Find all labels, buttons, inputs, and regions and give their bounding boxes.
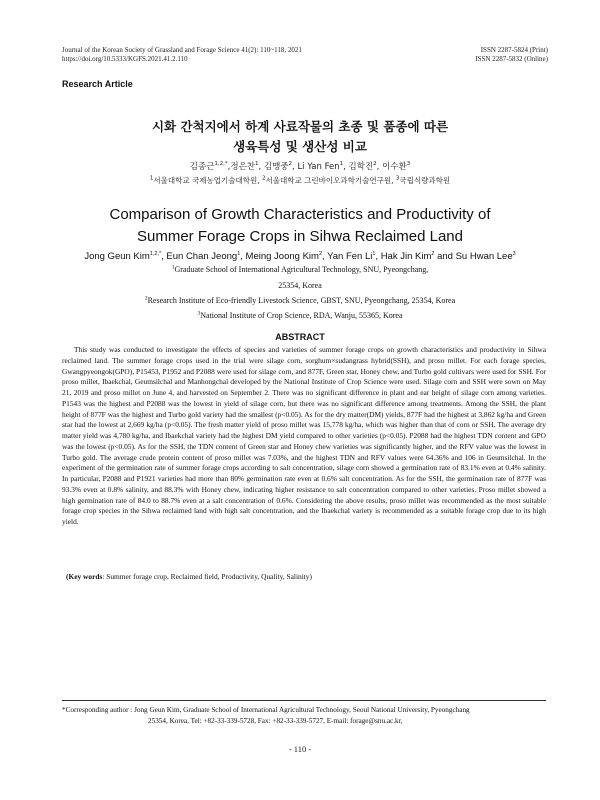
korean-authors <box>0 160 600 172</box>
keywords-label: (Key words <box>66 572 103 581</box>
affiliation-superscript: 1 <box>149 175 154 182</box>
author-superscript: 3 <box>512 250 516 257</box>
issn-online: ISSN 2287-5832 (Online) <box>475 55 548 63</box>
affiliation-text: National Institute of Crop Science, RDA, Wanju, 55365, Korea <box>200 311 403 320</box>
article-type: Research Article <box>62 79 133 89</box>
english-author: , Meing Joong Kim <box>240 251 319 262</box>
korean-title-line-2: 생육특성 및 생산성 비교 <box>233 139 367 154</box>
korean-author: , 김학진 <box>343 162 374 172</box>
author-superscript: 2 <box>288 161 293 168</box>
abstract-heading: ABSTRACT <box>275 332 325 342</box>
affiliation-superscript: 2 <box>144 295 148 302</box>
affiliation-superscript: 1 <box>171 264 175 271</box>
korean-title-line-1: 시화 간척지에서 하계 사료작물의 초종 및 품종에 따른 <box>151 119 449 134</box>
affiliation-superscript: 3 <box>395 175 400 182</box>
korean-affiliation: 서울대학교 그린바이오과학기술연구원, <box>265 176 396 185</box>
english-author: , Yan Fen Li <box>322 251 373 262</box>
english-author: , Eun Chan Jeong <box>161 251 238 262</box>
english-affiliation-1-cont: 25354, Korea <box>278 281 322 290</box>
author-superscript: 1,2,* <box>214 161 228 168</box>
english-affiliation-3 <box>0 311 600 320</box>
author-superscript: 2 <box>318 250 322 257</box>
author-superscript: 1 <box>255 161 259 168</box>
english-title <box>0 204 600 248</box>
page-number: - 110 - <box>288 744 312 754</box>
korean-author: ,정은찬 <box>227 162 255 172</box>
author-superscript: 3 <box>406 161 411 168</box>
journal-citation <box>62 46 302 64</box>
author-superscript: 1 <box>237 250 241 257</box>
english-affiliation-1 <box>0 265 600 274</box>
issn-block <box>475 46 548 64</box>
korean-affiliation: 국립식량과학원 <box>399 176 451 185</box>
english-title-line-1: Comparison of Growth Characteristics and Productivity of <box>109 206 491 223</box>
korean-affiliation: 서울대학교 국제농업기술대학원, <box>153 176 263 185</box>
korean-title <box>0 117 600 157</box>
english-author: and Su Hwan Lee <box>434 251 513 262</box>
corresponding-line-2: 25354, Korea, Tel: +82-33-339-5728, Fax: +82-33-339-5727, E-mail: forage@snu.ac.kr, <box>148 717 403 725</box>
keywords <box>66 572 546 581</box>
english-authors <box>0 251 600 262</box>
korean-author: , Li Yan Fen <box>292 162 340 172</box>
korean-author: , 김맹중 <box>258 162 289 172</box>
abstract-body: This study was conducted to investigate the effects of species and varieties of summer forage crops on growth characteristics and productivity in Sihwa reclaimed land. The summer forage crops used in the trial were silage corn, sorghum×sudangrass hybrid(SSH), and proso millet. For each forage species, Gwangpyeongok(GPO), P15453, P1952 and P2088 were used for silage corn, and 877F, Green star, Honey chew, and Turbo gold cultivars were used for SSH. For proso millet, Ibaekchal, Geumsilchal and Manhongchal developed by the National Institute of Crop Science were used. Silage corn and SSH were sown on May 21, 2019 and proso millet on June 4, and harvested on September 2. There was no significant difference in plant and ear height of silage corn among varieties. P1543 was the highest and P2088 was the lowest in yield of silage corn, but there was no significant difference among treatments. Among the SSH, the plant height of 877F was the highest and Turbo gold variety had the smallest (p<0.05). As for the dry matter(DM) yields, 877F had the highest at 3,862 kg/ha and Green star had the lowest at 2,669 kg/ha (p<0.05). The fresh matter yield of proso millet was 15,778 kg/ha, which was higher than that of corn or SSH, The average dry matter yield was 4,780 kg/ha, and Ibaekchal variety had the highest DM yield compared to other varieties (p<0.05). P2088 had the highest TDN content and GPO was the lowest (p<0.05). As for the SSH, the TDN content of Green star and Honey chew varieties was significantly higher, and the RFV value was the lowest in Turbo gold. The average crude protein content of proso millet was 7.03%, and the highest TDN and RFV values were 64.36% and 106 in Geumsilchal. In the experiment of the germination rate of summer forage crops according to salt concentration, silage corn showed a germination rate of 83.1% even at 0.4% salinity. In particular, P2088 and P1921 varieties had more than 80% germination rate even at 0.6% salt concentration. As for the SSH, the germination rate of 877F was 93.3% even at 0.8% salinity, and 88.3% with Honey chew, indicating higher resistance to salt concentration compared to other varieties. Proso millet showed a high germination rate of 84.0 to 88.7% even at a salt concentration of 0.6%. Considering the above results, proso millet was recommended as the most suitable forage crop species in the Sihwa reclaimed land with high salt concentration, and the Ibaekchal variety is recommended as a suitable forage crop due to its high yield. <box>62 345 546 526</box>
english-affiliation-2 <box>0 296 600 305</box>
doi-link[interactable]: https://doi.org/10.5333/KGFS.2021.41.2.110 <box>62 55 188 63</box>
author-superscript: 2 <box>373 161 377 168</box>
issn-print: ISSN 2287-5824 (Print) <box>480 46 548 54</box>
affiliation-superscript: 2 <box>262 175 266 182</box>
english-author: , Hak Jin Kim <box>375 251 432 262</box>
affiliation-superscript: 3 <box>197 310 201 317</box>
author-superscript: 2 <box>431 250 435 257</box>
affiliation-text: Graduate School of International Agricultural Technology, SNU, Pyeongchang, <box>174 265 429 274</box>
english-author: Jong Geun Kim <box>84 251 150 262</box>
korean-author: , 이수환 <box>376 162 407 172</box>
author-superscript: 1 <box>372 250 376 257</box>
journal-line: Journal of the Korean Society of Grassland and Forage Science 41(2): 110~118, 2021 <box>62 46 302 54</box>
author-superscript: 1,2,* <box>149 250 162 257</box>
keywords-text: : Summer forage crop, Reclaimed field, Productivity, Quality, Salinity) <box>102 572 312 581</box>
affiliation-text: Research Institute of Eco-friendly Livestock Science, GBST, SNU, Pyeongchang, 25354, Korea <box>147 296 456 305</box>
corresponding-author-note <box>62 705 546 727</box>
author-superscript: 1 <box>339 161 344 168</box>
footnote-divider <box>62 700 546 701</box>
corresponding-line-1: *Corresponding author : Jong Geun Kim, Graduate School of International Agricultural Technology, Seoul National University, Pyeongchang <box>62 706 470 714</box>
english-title-line-2: Summer Forage Crops in Sihwa Reclaimed Land <box>137 228 463 245</box>
korean-author: 김종근 <box>189 162 215 172</box>
korean-affiliations <box>0 175 600 186</box>
